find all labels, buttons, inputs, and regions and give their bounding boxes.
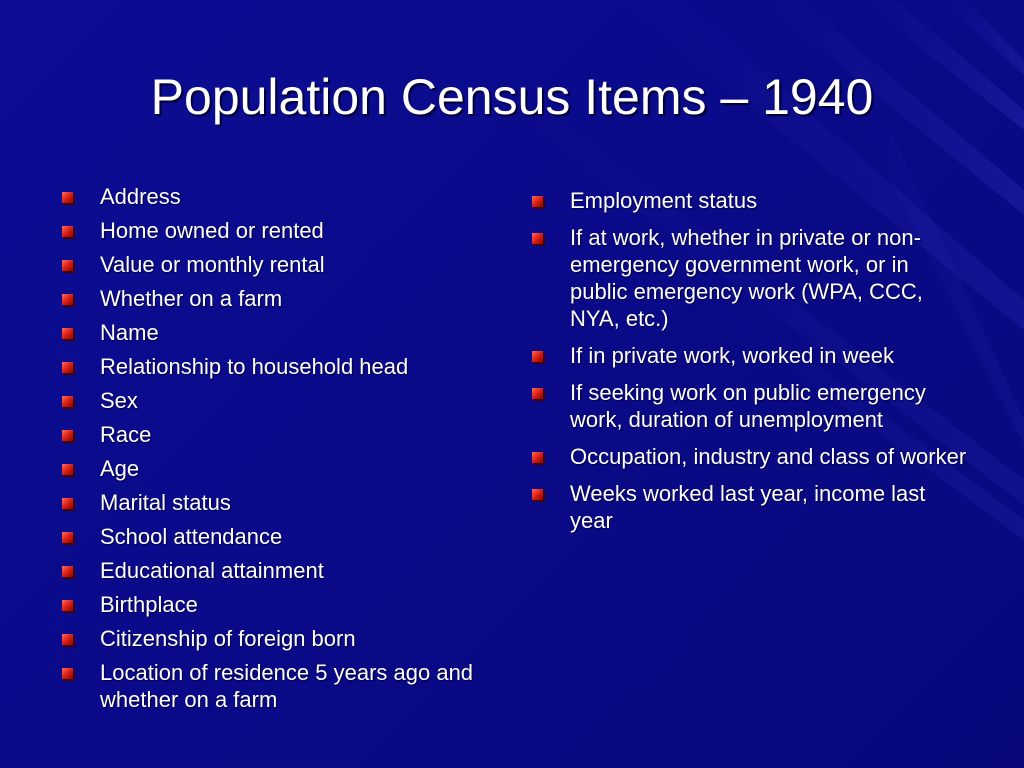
red-square-bullet-icon bbox=[62, 328, 73, 339]
red-square-bullet-icon bbox=[62, 430, 73, 441]
red-square-bullet-icon bbox=[62, 600, 73, 611]
list-item bbox=[62, 421, 502, 448]
left-bullet-list bbox=[62, 183, 502, 720]
red-square-bullet-icon bbox=[62, 192, 73, 203]
list-item-label: Occupation, industry and class of worker bbox=[570, 444, 967, 469]
list-item-label: Location of residence 5 years ago and whether on a farm bbox=[100, 660, 474, 712]
list-item bbox=[62, 183, 502, 210]
list-item bbox=[62, 387, 502, 414]
list-item bbox=[62, 591, 502, 618]
red-square-bullet-icon bbox=[532, 196, 543, 207]
list-item-label: Sex bbox=[100, 388, 138, 413]
red-square-bullet-icon bbox=[62, 566, 73, 577]
list-item bbox=[532, 480, 972, 534]
list-item bbox=[62, 285, 502, 312]
red-square-bullet-icon bbox=[62, 260, 73, 271]
list-item-label: Birthplace bbox=[100, 592, 198, 617]
red-square-bullet-icon bbox=[62, 226, 73, 237]
red-square-bullet-icon bbox=[62, 532, 73, 543]
list-item-label: If seeking work on public emergency work, duration of unemployment bbox=[570, 380, 926, 432]
list-item bbox=[62, 319, 502, 346]
list-item bbox=[532, 224, 972, 332]
slide-title: Population Census Items – 1940 bbox=[150, 69, 874, 125]
list-item-label: Citizenship of foreign born bbox=[100, 626, 356, 651]
red-square-bullet-icon bbox=[62, 498, 73, 509]
list-item-label: Whether on a farm bbox=[100, 286, 283, 311]
red-square-bullet-icon bbox=[532, 452, 543, 463]
list-item-label: Employment status bbox=[570, 188, 758, 213]
red-square-bullet-icon bbox=[62, 362, 73, 373]
list-item-label: Race bbox=[100, 422, 152, 447]
list-item-label: Relationship to household head bbox=[100, 354, 409, 379]
list-item-label: Marital status bbox=[100, 490, 231, 515]
list-item-label: If at work, whether in private or non-emergency government work, or in public emergency work (WPA, CCC, NYA, etc.) bbox=[570, 225, 923, 331]
list-item-label: Name bbox=[100, 320, 159, 345]
red-square-bullet-icon bbox=[62, 396, 73, 407]
red-square-bullet-icon bbox=[532, 489, 543, 500]
list-item bbox=[62, 353, 502, 380]
red-square-bullet-icon bbox=[532, 388, 543, 399]
list-item bbox=[62, 557, 502, 584]
list-item bbox=[532, 187, 972, 214]
list-item bbox=[62, 455, 502, 482]
list-item-label: Weeks worked last year, income last year bbox=[570, 481, 926, 533]
list-item bbox=[62, 523, 502, 550]
list-item bbox=[62, 659, 502, 713]
list-item-label: Home owned or rented bbox=[100, 218, 324, 243]
list-item-label: Value or monthly rental bbox=[100, 252, 325, 277]
red-square-bullet-icon bbox=[62, 668, 73, 679]
list-item-label: Age bbox=[100, 456, 140, 481]
list-item bbox=[62, 251, 502, 278]
red-square-bullet-icon bbox=[62, 294, 73, 305]
red-square-bullet-icon bbox=[532, 351, 543, 362]
right-bullet-list bbox=[532, 187, 972, 544]
list-item bbox=[532, 379, 972, 433]
red-square-bullet-icon bbox=[62, 464, 73, 475]
list-item-label: School attendance bbox=[100, 524, 283, 549]
red-square-bullet-icon bbox=[532, 233, 543, 244]
red-square-bullet-icon bbox=[62, 634, 73, 645]
list-item bbox=[532, 443, 972, 470]
list-item bbox=[532, 342, 972, 369]
list-item bbox=[62, 489, 502, 516]
list-item bbox=[62, 625, 502, 652]
list-item-label: Educational attainment bbox=[100, 558, 324, 583]
list-item-label: Address bbox=[100, 184, 181, 209]
list-item bbox=[62, 217, 502, 244]
list-item-label: If in private work, worked in week bbox=[570, 343, 895, 368]
